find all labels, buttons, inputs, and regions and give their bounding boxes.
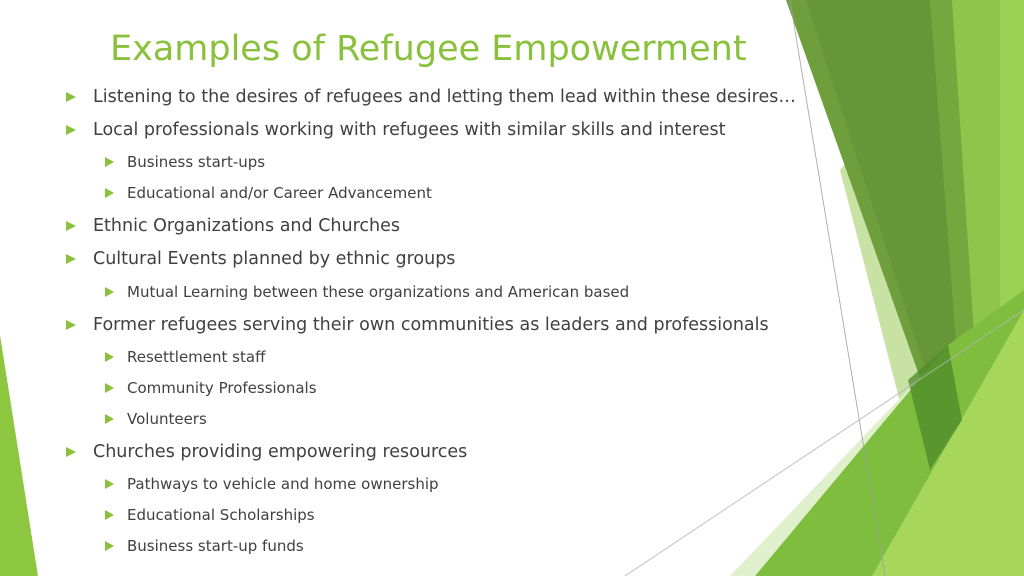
- bullet-text: Local professionals working with refugees with similar skills and interest: [93, 120, 726, 140]
- sub-bullet-item: [127, 282, 629, 302]
- bullet-text: Educational and/or Career Advancement: [127, 184, 432, 202]
- bullet-item: [93, 215, 400, 237]
- triangle-right-icon: [66, 320, 76, 330]
- bullet-text: Former refugees serving their own communities as leaders and professionals: [93, 315, 769, 335]
- triangle-right-icon: [105, 479, 114, 489]
- bullet-text: Business start-ups: [127, 153, 266, 171]
- triangle-right-icon: [105, 383, 114, 393]
- bullet-text: Listening to the desires of refugees and letting them lead within these desires…: [93, 87, 796, 107]
- bullet-text: Community Professionals: [127, 379, 317, 397]
- bullet-text: Mutual Learning between these organizations and American based: [127, 283, 630, 301]
- triangle-right-icon: [66, 92, 76, 102]
- bullet-item: [93, 314, 769, 336]
- bullet-text: Churches providing empowering resources: [93, 442, 468, 462]
- triangle-right-icon: [105, 414, 114, 424]
- triangle-right-icon: [66, 125, 76, 135]
- sub-bullet-item: [127, 152, 265, 172]
- triangle-right-icon: [66, 221, 76, 231]
- triangle-right-icon: [105, 188, 114, 198]
- triangle-right-icon: [66, 447, 76, 457]
- bullet-text: Ethnic Organizations and Churches: [93, 216, 401, 236]
- sub-bullet-item: [127, 409, 207, 429]
- bullet-item: [93, 441, 467, 463]
- sub-bullet-item: [127, 536, 304, 556]
- sub-bullet-item: [127, 474, 439, 494]
- bullet-text: Cultural Events planned by ethnic groups: [93, 249, 456, 269]
- triangle-right-icon: [105, 157, 114, 167]
- triangle-right-icon: [66, 254, 76, 264]
- bullet-text: Pathways to vehicle and home ownership: [127, 475, 439, 493]
- bullet-item: [93, 248, 455, 270]
- triangle-right-icon: [105, 541, 114, 551]
- sub-bullet-item: [127, 378, 317, 398]
- bullet-text: Business start-up funds: [127, 537, 304, 555]
- triangle-right-icon: [105, 287, 114, 297]
- sub-bullet-item: [127, 183, 432, 203]
- triangle-right-icon: [105, 352, 114, 362]
- bullet-text: Volunteers: [127, 410, 207, 428]
- bullet-text: Educational Scholarships: [127, 506, 315, 524]
- bullet-item: [93, 86, 796, 108]
- triangle-right-icon: [105, 510, 114, 520]
- sub-bullet-item: [127, 505, 315, 525]
- bullet-item: [93, 119, 726, 141]
- sub-bullet-item: [127, 347, 265, 367]
- slide-title: Examples of Refugee Empowerment: [110, 29, 747, 69]
- bullet-text: Resettlement staff: [127, 348, 266, 366]
